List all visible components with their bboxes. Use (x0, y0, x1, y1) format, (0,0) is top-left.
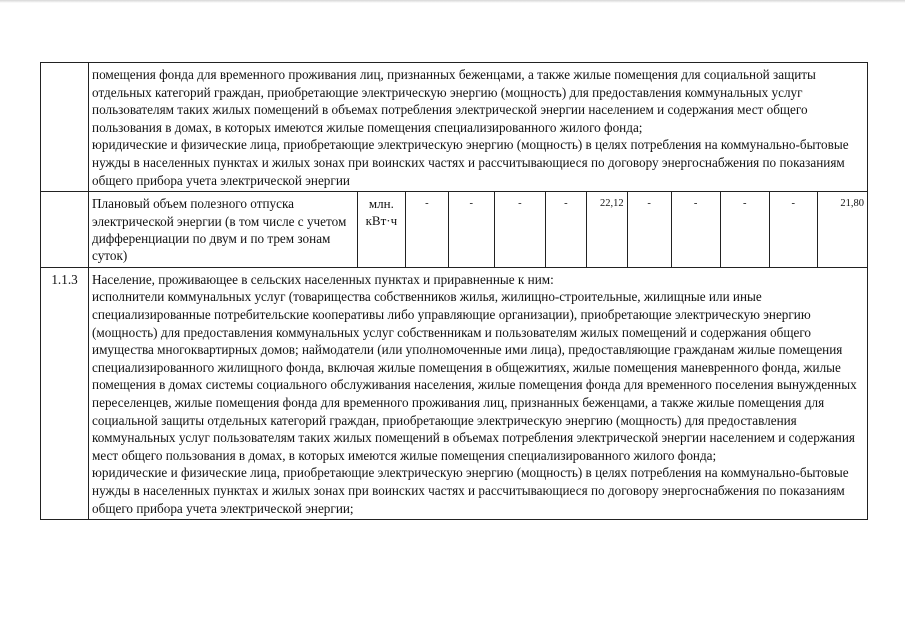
paragraph: исполнители коммунальных услуг (товарищества собственников жилья, жилищно-строительные, жилищные или иные специализированные потребительские кооперативы либо управляющие организации), приобретающие электрическую энергию (мощность) для предоставления коммунальных услуг собственникам и пользователям жилых помещений и содержания общего имущества многоквартирных домов; наймодатели (или уполномоченные ими лица), предоставляющие гражданам жилые помещения специализированного жилищного фонда, включая жилые помещения в общежитиях, жилые помещения маневренного фонда, жилые помещения в домах системы социального обслуживания населения, жилые помещения фонда для временного поселения вынужденных переселенцев, жилые помещения фонда для временного проживания лиц, признанных беженцами, а также жилые помещения для социальной защиты отдельных категорий граждан, приобретающие электрическую энергию (мощность) для предоставления коммунальных услуг пользователям таких жилых помещений в объемах потребления электрической энергии населением и содержания мест общего пользования в домах, в которых имеются жилые помещения специализированного жилого фонда; (92, 289, 857, 463)
indicator-name: Плановый объем полезного отпуска электрической энергии (в том числе с учетом дифференциации по двум и по трем зонам суток) (89, 192, 358, 268)
value-cell: 22,12 (586, 192, 627, 268)
value-cell: - (545, 192, 586, 268)
value-cell: - (627, 192, 671, 268)
row-number: 1.1.3 (41, 267, 89, 519)
tariff-table (40, 62, 868, 520)
row-number-empty (41, 192, 89, 268)
value-cell: - (769, 192, 817, 268)
paragraph: юридические и физические лица, приобретающие электрическую энергию (мощность) в целях потребления на коммунально-бытовые нужды в населенных пунктах и жилых зонах при воинских частях и рассчитывающиеся по договору энергоснабжения по показаниям общего прибора учета электрической энергии (92, 137, 849, 188)
value-cell: - (671, 192, 720, 268)
value-cell: - (448, 192, 494, 268)
page-top-edge (0, 0, 905, 3)
value-cell: 21,80 (817, 192, 867, 268)
paragraph: помещения фонда для временного проживания лиц, признанных беженцами, а также жилые помещения для социальной защиты отдельных категорий граждан, приобретающие электрическую энергию (мощность) для предоставления коммунальных услуг пользователям таких жилых помещений в объемах потребления электрической энергии населением и содержания мест общего пользования в домах, в которых имеются жилые помещения специализированного жилого фонда; (92, 67, 816, 135)
unit-cell: млн. кВт·ч (357, 192, 405, 268)
value-cell: - (405, 192, 448, 268)
row-number-empty (41, 63, 89, 192)
paragraph: юридические и физические лица, приобретающие электрическую энергию (мощность) в целях потребления на коммунально-бытовые нужды в населенных пунктах и жилых зонах при воинских частях и рассчитывающиеся по договору энергоснабжения по показаниям общего прибора учета электрической энергии; (92, 465, 849, 516)
value-cell: - (494, 192, 545, 268)
table-row-top-block (41, 63, 868, 192)
consumer-description-continued (89, 63, 868, 192)
table-row-section-1-1-3 (41, 267, 868, 519)
paragraph: Население, проживающее в сельских населенных пунктах и приравненные к ним: (92, 271, 554, 287)
table-row-plan-volume (41, 192, 868, 268)
value-cell: - (720, 192, 769, 268)
consumer-description (89, 267, 868, 519)
